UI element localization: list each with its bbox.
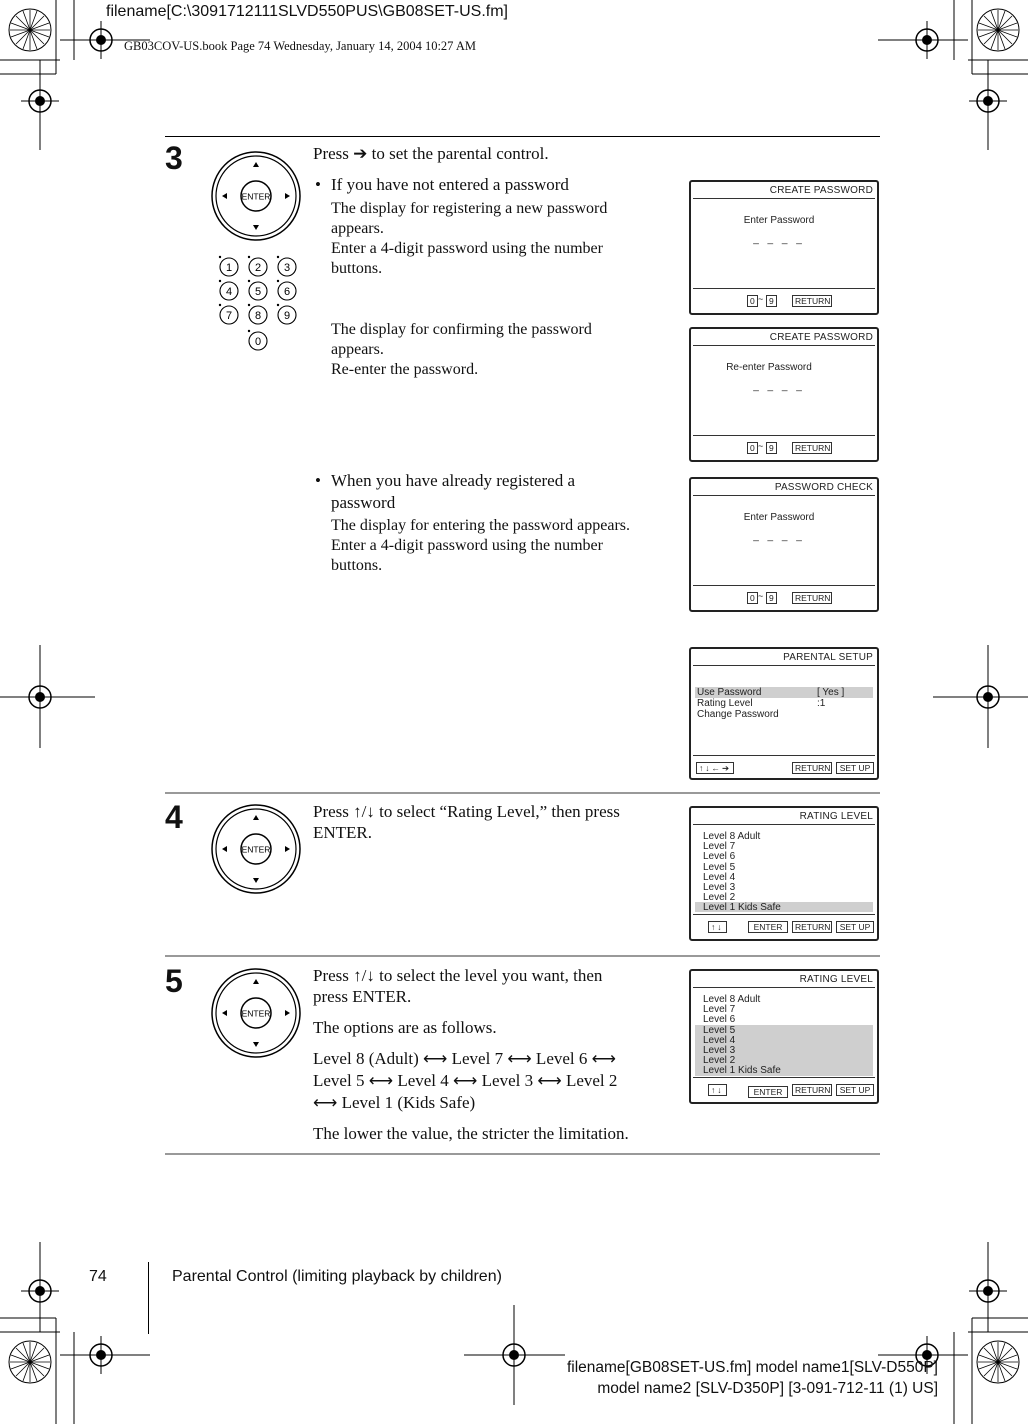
bullet2-body: The display for entering the password appears. Enter a 4-digit password using the number buttons. bbox=[331, 517, 631, 574]
level-item: Level 3 bbox=[703, 1045, 736, 1057]
level-item: Level 8 Adult bbox=[703, 994, 761, 1005]
level-item: Level 3 bbox=[703, 882, 736, 894]
arrow-keys-icon: ↑↓←➔ bbox=[696, 762, 734, 774]
svg-text:3: 3 bbox=[283, 262, 291, 274]
use-password-value: [ Yes ] bbox=[817, 687, 845, 698]
rating-level-screen bbox=[689, 969, 879, 1104]
password-prompt: Enter Password bbox=[743, 512, 815, 523]
divider bbox=[165, 792, 880, 794]
nine-key: 9 bbox=[766, 592, 777, 604]
screen-title: RATING LEVEL bbox=[799, 811, 873, 822]
zero-key: 0 bbox=[747, 592, 758, 604]
step3-text bbox=[313, 144, 673, 576]
divider bbox=[165, 955, 880, 957]
step3-instruction: Press ➔ to set the parental control. bbox=[313, 144, 549, 163]
divider bbox=[165, 136, 880, 137]
step5-text bbox=[313, 965, 678, 1144]
svg-text:6: 6 bbox=[283, 286, 291, 298]
return-button: RETURN bbox=[792, 921, 832, 933]
bullet-item: • If you have not entered a password bbox=[315, 175, 569, 194]
level-item: Level 6 bbox=[703, 1014, 736, 1026]
svg-text:2: 2 bbox=[254, 262, 262, 274]
svg-text:7: 7 bbox=[225, 310, 233, 322]
step-number: 3 bbox=[165, 140, 183, 176]
step5-line: The options are as follows. bbox=[313, 1018, 497, 1037]
divider bbox=[165, 1153, 880, 1155]
password-prompt: Enter Password bbox=[743, 215, 815, 226]
return-button: RETURN bbox=[792, 1084, 832, 1096]
password-prompt: Re-enter Password bbox=[726, 362, 812, 373]
return-button: RETURN bbox=[792, 762, 832, 774]
step4-text bbox=[313, 801, 673, 843]
change-password-label: Change Password bbox=[697, 709, 779, 720]
step5-line: Press ↑/↓ to select the level you want, then bbox=[313, 966, 603, 985]
return-button: RETURN bbox=[792, 442, 832, 454]
range-tilde: ~ bbox=[758, 591, 764, 601]
rating-level-label: Rating Level bbox=[697, 698, 753, 709]
use-password-label: Use Password bbox=[697, 687, 762, 698]
screen-title: PARENTAL SETUP bbox=[783, 652, 873, 663]
level-list bbox=[703, 832, 781, 914]
step4-line: Press ↑/↓ to select “Rating Level,” then press bbox=[313, 802, 620, 821]
level-item: Level 6 bbox=[703, 851, 736, 863]
svg-text:4: 4 bbox=[225, 286, 233, 298]
number-keypad-icon bbox=[212, 254, 304, 354]
footer-divider bbox=[148, 1262, 149, 1334]
level-item: Level 1 Kids Safe bbox=[703, 1065, 781, 1077]
step5-line: press ENTER. bbox=[313, 987, 412, 1006]
level-item: Level 4 bbox=[703, 871, 736, 883]
password-check-screen bbox=[689, 477, 879, 612]
screen-title: CREATE PASSWORD bbox=[769, 332, 873, 343]
password-dashes: _ _ _ _ bbox=[753, 381, 805, 392]
level-item: Level 2 bbox=[703, 892, 736, 904]
setup-button: SET UP bbox=[836, 1084, 874, 1096]
confirm-password-screen bbox=[689, 327, 879, 462]
level-sequence: ⟷ Level 1 (Kids Safe) bbox=[313, 1093, 476, 1112]
svg-text:1: 1 bbox=[225, 262, 233, 274]
level-item: Level 7 bbox=[703, 1004, 736, 1016]
model-line: model name2 [SLV-D350P] [3-091-712-11 (1) US] bbox=[597, 1380, 938, 1397]
up-down-keys-icon: ↑↓ bbox=[708, 921, 727, 933]
nine-key: 9 bbox=[766, 442, 777, 454]
level-sequence: Level 8 (Adult) ⟷ Level 7 ⟷ Level 6 ⟷ bbox=[313, 1049, 617, 1068]
section-title: Parental Control (limiting playback by children) bbox=[172, 1268, 502, 1285]
remote-enter-pad-icon bbox=[210, 150, 302, 242]
password-dashes: _ _ _ _ bbox=[753, 531, 805, 542]
enter-label: ENTER bbox=[241, 844, 271, 855]
level-item: Level 5 bbox=[703, 1024, 736, 1036]
screen-title: RATING LEVEL bbox=[799, 974, 873, 985]
book-info: GB03COV-US.book Page 74 Wednesday, January 14, 2004 10:27 AM bbox=[124, 39, 476, 53]
page-number: 74 bbox=[89, 1268, 107, 1285]
level-sequence: Level 5 ⟷ Level 4 ⟷ Level 3 ⟷ Level 2 bbox=[313, 1071, 618, 1090]
create-password-screen bbox=[689, 180, 879, 315]
model-info bbox=[567, 1357, 938, 1399]
setup-button: SET UP bbox=[836, 921, 874, 933]
password-dashes: _ _ _ _ bbox=[753, 234, 805, 245]
range-tilde: ~ bbox=[758, 441, 764, 451]
step4-line: ENTER. bbox=[313, 823, 373, 842]
level-list bbox=[703, 995, 781, 1077]
parental-setup-screen bbox=[689, 647, 879, 780]
screen-title: CREATE PASSWORD bbox=[769, 185, 873, 196]
return-button: RETURN bbox=[792, 592, 832, 604]
enter-label: ENTER bbox=[241, 191, 271, 202]
confirm-body: The display for confirming the password appears. Re-enter the password. bbox=[331, 321, 592, 378]
zero-key: 0 bbox=[747, 442, 758, 454]
zero-key: 0 bbox=[747, 295, 758, 307]
up-down-keys-icon: ↑↓ bbox=[708, 1084, 727, 1096]
setup-button: SET UP bbox=[836, 762, 874, 774]
range-tilde: ~ bbox=[758, 294, 764, 304]
screen-title: PASSWORD CHECK bbox=[774, 482, 873, 493]
enter-label: ENTER bbox=[241, 1008, 271, 1019]
step-number: 5 bbox=[165, 963, 183, 999]
filename-header: filename[C:\3091712111SLVD550PUS\GB08SET-US.fm] bbox=[106, 3, 508, 20]
level-item: Level 7 bbox=[703, 841, 736, 853]
step-number: 4 bbox=[165, 799, 183, 835]
enter-button: ENTER bbox=[748, 1086, 788, 1098]
svg-text:9: 9 bbox=[283, 310, 291, 322]
remote-enter-pad-icon bbox=[210, 967, 302, 1059]
level-item: Level 4 bbox=[703, 1034, 736, 1046]
remote-enter-pad-icon bbox=[210, 803, 302, 895]
level-item: Level 2 bbox=[703, 1055, 736, 1067]
level-item: Level 8 Adult bbox=[703, 831, 761, 842]
level-item: Level 1 Kids Safe bbox=[703, 902, 781, 914]
enter-button: ENTER bbox=[748, 921, 788, 933]
step5-line: The lower the value, the stricter the limitation. bbox=[313, 1124, 629, 1143]
rating-level-screen bbox=[689, 806, 879, 941]
svg-text:8: 8 bbox=[254, 310, 262, 322]
nine-key: 9 bbox=[766, 295, 777, 307]
bullet1-body: The display for registering a new password appears. Enter a 4-digit password using the number buttons. bbox=[331, 200, 608, 277]
level-item: Level 5 bbox=[703, 861, 736, 873]
svg-text:0: 0 bbox=[254, 336, 262, 348]
bullet-item: • When you have already registered a password bbox=[315, 471, 576, 512]
rating-level-value: :1 bbox=[817, 698, 826, 709]
model-line: filename[GB08SET-US.fm] model name1[SLV-D550P] bbox=[566, 1359, 938, 1376]
svg-text:5: 5 bbox=[254, 286, 262, 298]
return-button: RETURN bbox=[792, 295, 832, 307]
